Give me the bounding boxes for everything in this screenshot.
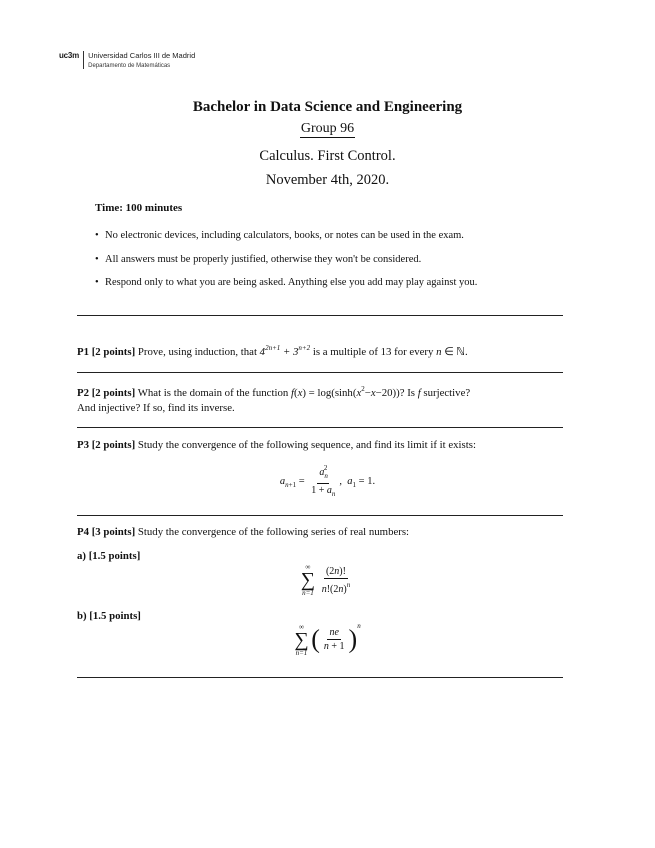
problem-2-text-a: What is the domain of the function: [137, 387, 289, 399]
problem-1-label: P1: [77, 346, 89, 358]
problem-2-text-b: ? Is: [399, 387, 415, 399]
problem-4a-formula: ∞ ∑ n=1 $\frac{(2n)!}{n!(2n)^n}$: [300, 563, 351, 597]
university-header: [59, 51, 195, 73]
problem-2-text-c: surjective?: [423, 387, 471, 399]
problem-4b-formula: ∞ ∑ n=1 ( $\frac{ne}{n + 1}$ )$^n$: [294, 622, 361, 657]
problem-4-text: Study the convergence of the following series of real numbers:: [137, 526, 410, 538]
rule-item: [95, 254, 421, 265]
problem-1-condition: n: [436, 346, 442, 358]
problem-1-points: [2 points]: [91, 346, 136, 358]
degree-title: Bachelor in Data Science and Engineering: [192, 99, 463, 115]
problem-1-text-a: Prove, using induction, that: [137, 346, 257, 358]
problem-2-label: P2: [77, 387, 89, 399]
department-name: Departamento de Matemáticas: [88, 63, 171, 69]
rule-text: No electronic devices, including calculators, books, or notes can be used in the exam.: [105, 230, 464, 241]
problem-4: [77, 525, 567, 540]
group-label: [0, 121, 655, 137]
problem-1-text-b: is a multiple of 13 for every: [312, 346, 434, 358]
problem-3-label: P3: [77, 439, 89, 451]
bullet-icon: •: [95, 230, 99, 241]
uc3m-logo: uc3m: [59, 51, 80, 60]
divider: [77, 315, 563, 316]
rule-text: Respond only to what you are being asked. Anything else you add may play against you.: [105, 277, 478, 288]
rule-item: [95, 277, 477, 288]
time-limit: Time: 100 minutes: [95, 202, 183, 214]
divider: [77, 372, 563, 373]
group-text: Group 96: [300, 121, 355, 136]
problem-2-function: $f(x) = \log(\sinh(x^2-x-20))$: [290, 385, 400, 399]
problem-4a-label: [77, 549, 567, 564]
problem-3: [77, 438, 567, 453]
rule-text: All answers must be properly justified, otherwise they won't be considered.: [105, 254, 422, 265]
exam-date: November 4th, 2020.: [265, 172, 390, 188]
problem-2-points: [2 points]: [91, 387, 136, 399]
divider: [77, 677, 563, 678]
problem-4-points: [3 points]: [91, 526, 136, 538]
divider: [77, 515, 563, 516]
divider: [77, 427, 563, 428]
problem-2: P2 [2 points] What is the domain of the function $f(x) = \log(\sinh(x^2-x-20))$? Is f surjective? And injective? If so, find its inverse.: [77, 385, 471, 414]
bullet-icon: •: [95, 277, 99, 288]
problem-4a-points: a) [1.5 points]: [77, 550, 141, 562]
problem-4-label: P4: [77, 526, 89, 538]
problem-2-line-2: And injective? If so, find its inverse.: [77, 402, 235, 414]
course-title: Calculus. First Control.: [259, 148, 396, 164]
bullet-icon: •: [95, 254, 99, 265]
problem-3-formula: $a_{n+1}$ = $\frac{a_n^2}{1 + a_n}$ , $a_1 = 1$.: [279, 464, 376, 498]
problem-3-points: [2 points]: [91, 439, 136, 451]
university-name: Universidad Carlos III de Madrid: [88, 51, 196, 60]
logo-divider: [83, 51, 84, 69]
problem-1: P1 [2 points] Prove, using induction, that $4^{2n+1} + 3^{n+2}$ is a multiple of 13 for every n ∈ ℕ.: [77, 344, 468, 358]
problem-4b-points: b) [1.5 points]: [77, 610, 141, 622]
university-name-block: [88, 51, 195, 71]
problem-3-text: Study the convergence of the following sequence, and find its limit if it exists:: [137, 439, 476, 451]
problem-1-expression: $4^{2n+1} + 3^{n+2}$: [259, 344, 311, 358]
rule-item: [95, 230, 464, 241]
